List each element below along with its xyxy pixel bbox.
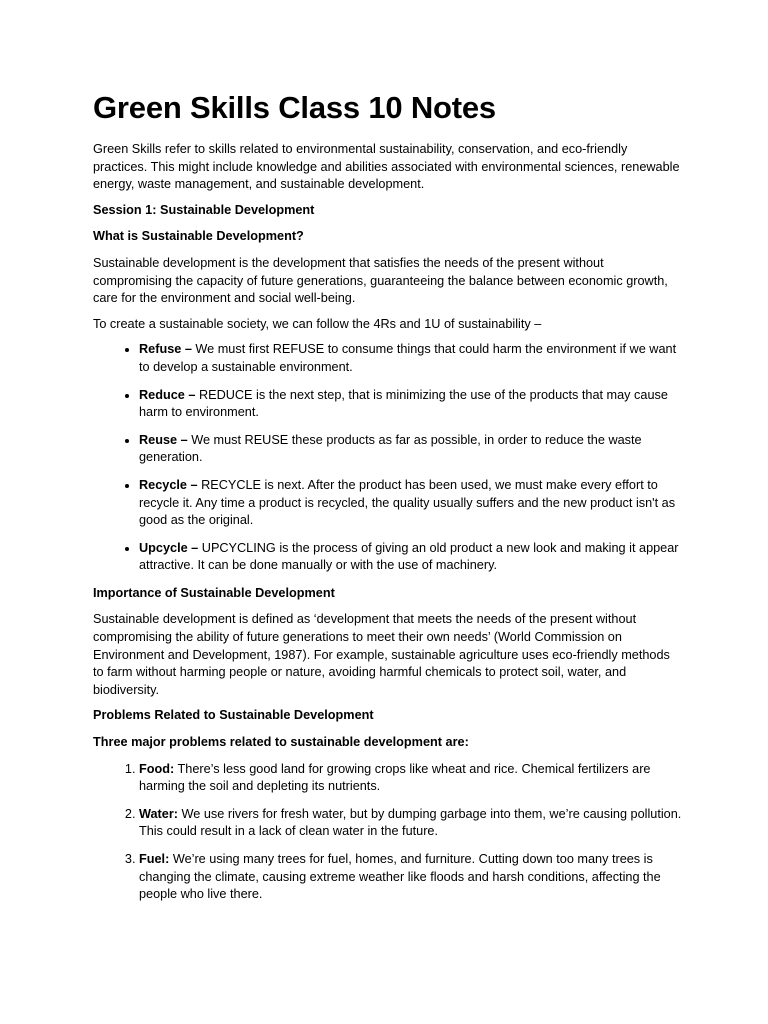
list-item-text: We’re using many trees for fuel, homes, and furniture. Cutting down too many trees is changing the climate, causing extreme weather like floods and harsh conditions, affecting the people who live there. <box>139 852 661 902</box>
problems-subheading: Three major problems related to sustainable development are: <box>93 735 469 750</box>
rs-intro-paragraph: To create a sustainable society, we can follow the 4Rs and 1U of sustainability – <box>93 316 542 331</box>
page-title: Green Skills Class 10 Notes <box>93 90 496 125</box>
list-item-text: We must REUSE these products as far as possible, in order to reduce the waste generation. <box>139 432 642 465</box>
rs-list <box>93 341 683 575</box>
document-page <box>93 88 683 914</box>
list-item-term: Recycle – <box>139 477 198 492</box>
problems-heading: Problems Related to Sustainable Development <box>93 708 374 723</box>
list-item-refuse <box>139 341 683 376</box>
list-item-term: Water: <box>139 806 179 821</box>
list-item-text: UPCYCLING is the process of giving an old product a new look and making it appear attractive. It can be done manually or with the use of machinery. <box>139 540 679 573</box>
session-heading: Session 1: Sustainable Development <box>93 202 315 217</box>
list-item-recycle <box>139 477 683 530</box>
list-item-term: Refuse – <box>139 342 192 357</box>
list-item-text: We must first REFUSE to consume things that could harm the environment if we want to develop a sustainable environment. <box>139 342 677 374</box>
list-item-text: There’s less good land for growing crops like wheat and rice. Chemical fertilizers are harming the soil and depleting its nutrients. <box>139 761 651 794</box>
importance-heading: Importance of Sustainable Development <box>93 585 335 600</box>
intro-paragraph: Green Skills refer to skills related to environmental sustainability, conservation, and eco-friendly practices. This might include knowledge and abilities associated with environmental sciences, renewable energy, waste management, and sustainable development. <box>93 142 680 192</box>
list-item-upcycle <box>139 540 683 575</box>
list-item-text: REDUCE is the next step, that is minimizing the use of the products that may cause harm to environment. <box>139 387 668 420</box>
list-item-term: Food: <box>139 761 175 776</box>
list-item-term: Reduce – <box>139 387 196 402</box>
list-item-food <box>139 761 683 796</box>
list-item-term: Fuel: <box>139 852 170 866</box>
list-item-reduce <box>139 387 683 422</box>
importance-paragraph: Sustainable development is defined as ‘development that meets the needs of the present without compromising the ability of future generations to meet their own needs’ (World Commission on Environment and Development, 1987). For example, sustainable agriculture uses eco-friendly methods to farm without harming people or nature, avoiding harmful chemicals to protect soil, water, and biodiversity. <box>93 612 670 697</box>
list-item-text: We use rivers for fresh water, but by dumping garbage into them, we’re causing pollution. This could result in a lack of clean water in the future. <box>139 806 682 839</box>
list-item-text: RECYCLE is next. After the product has been used, we must make every effort to recycle it. Any time a product is recycled, the quality usually suffers and the new product isn't as good as the original. <box>139 477 676 528</box>
what-heading: What is Sustainable Development? <box>93 229 304 244</box>
list-item-term: Upcycle – <box>139 540 199 555</box>
list-item-term: Reuse – <box>139 432 188 447</box>
problems-list <box>93 761 683 904</box>
list-item-fuel <box>139 851 683 904</box>
list-item-reuse <box>139 432 683 467</box>
what-paragraph: Sustainable development is the development that satisfies the needs of the present without compromising the capacity of future generations, guaranteeing the balance between economic growth, care for the environment and social well-being. <box>93 255 668 306</box>
list-item-water <box>139 806 683 841</box>
